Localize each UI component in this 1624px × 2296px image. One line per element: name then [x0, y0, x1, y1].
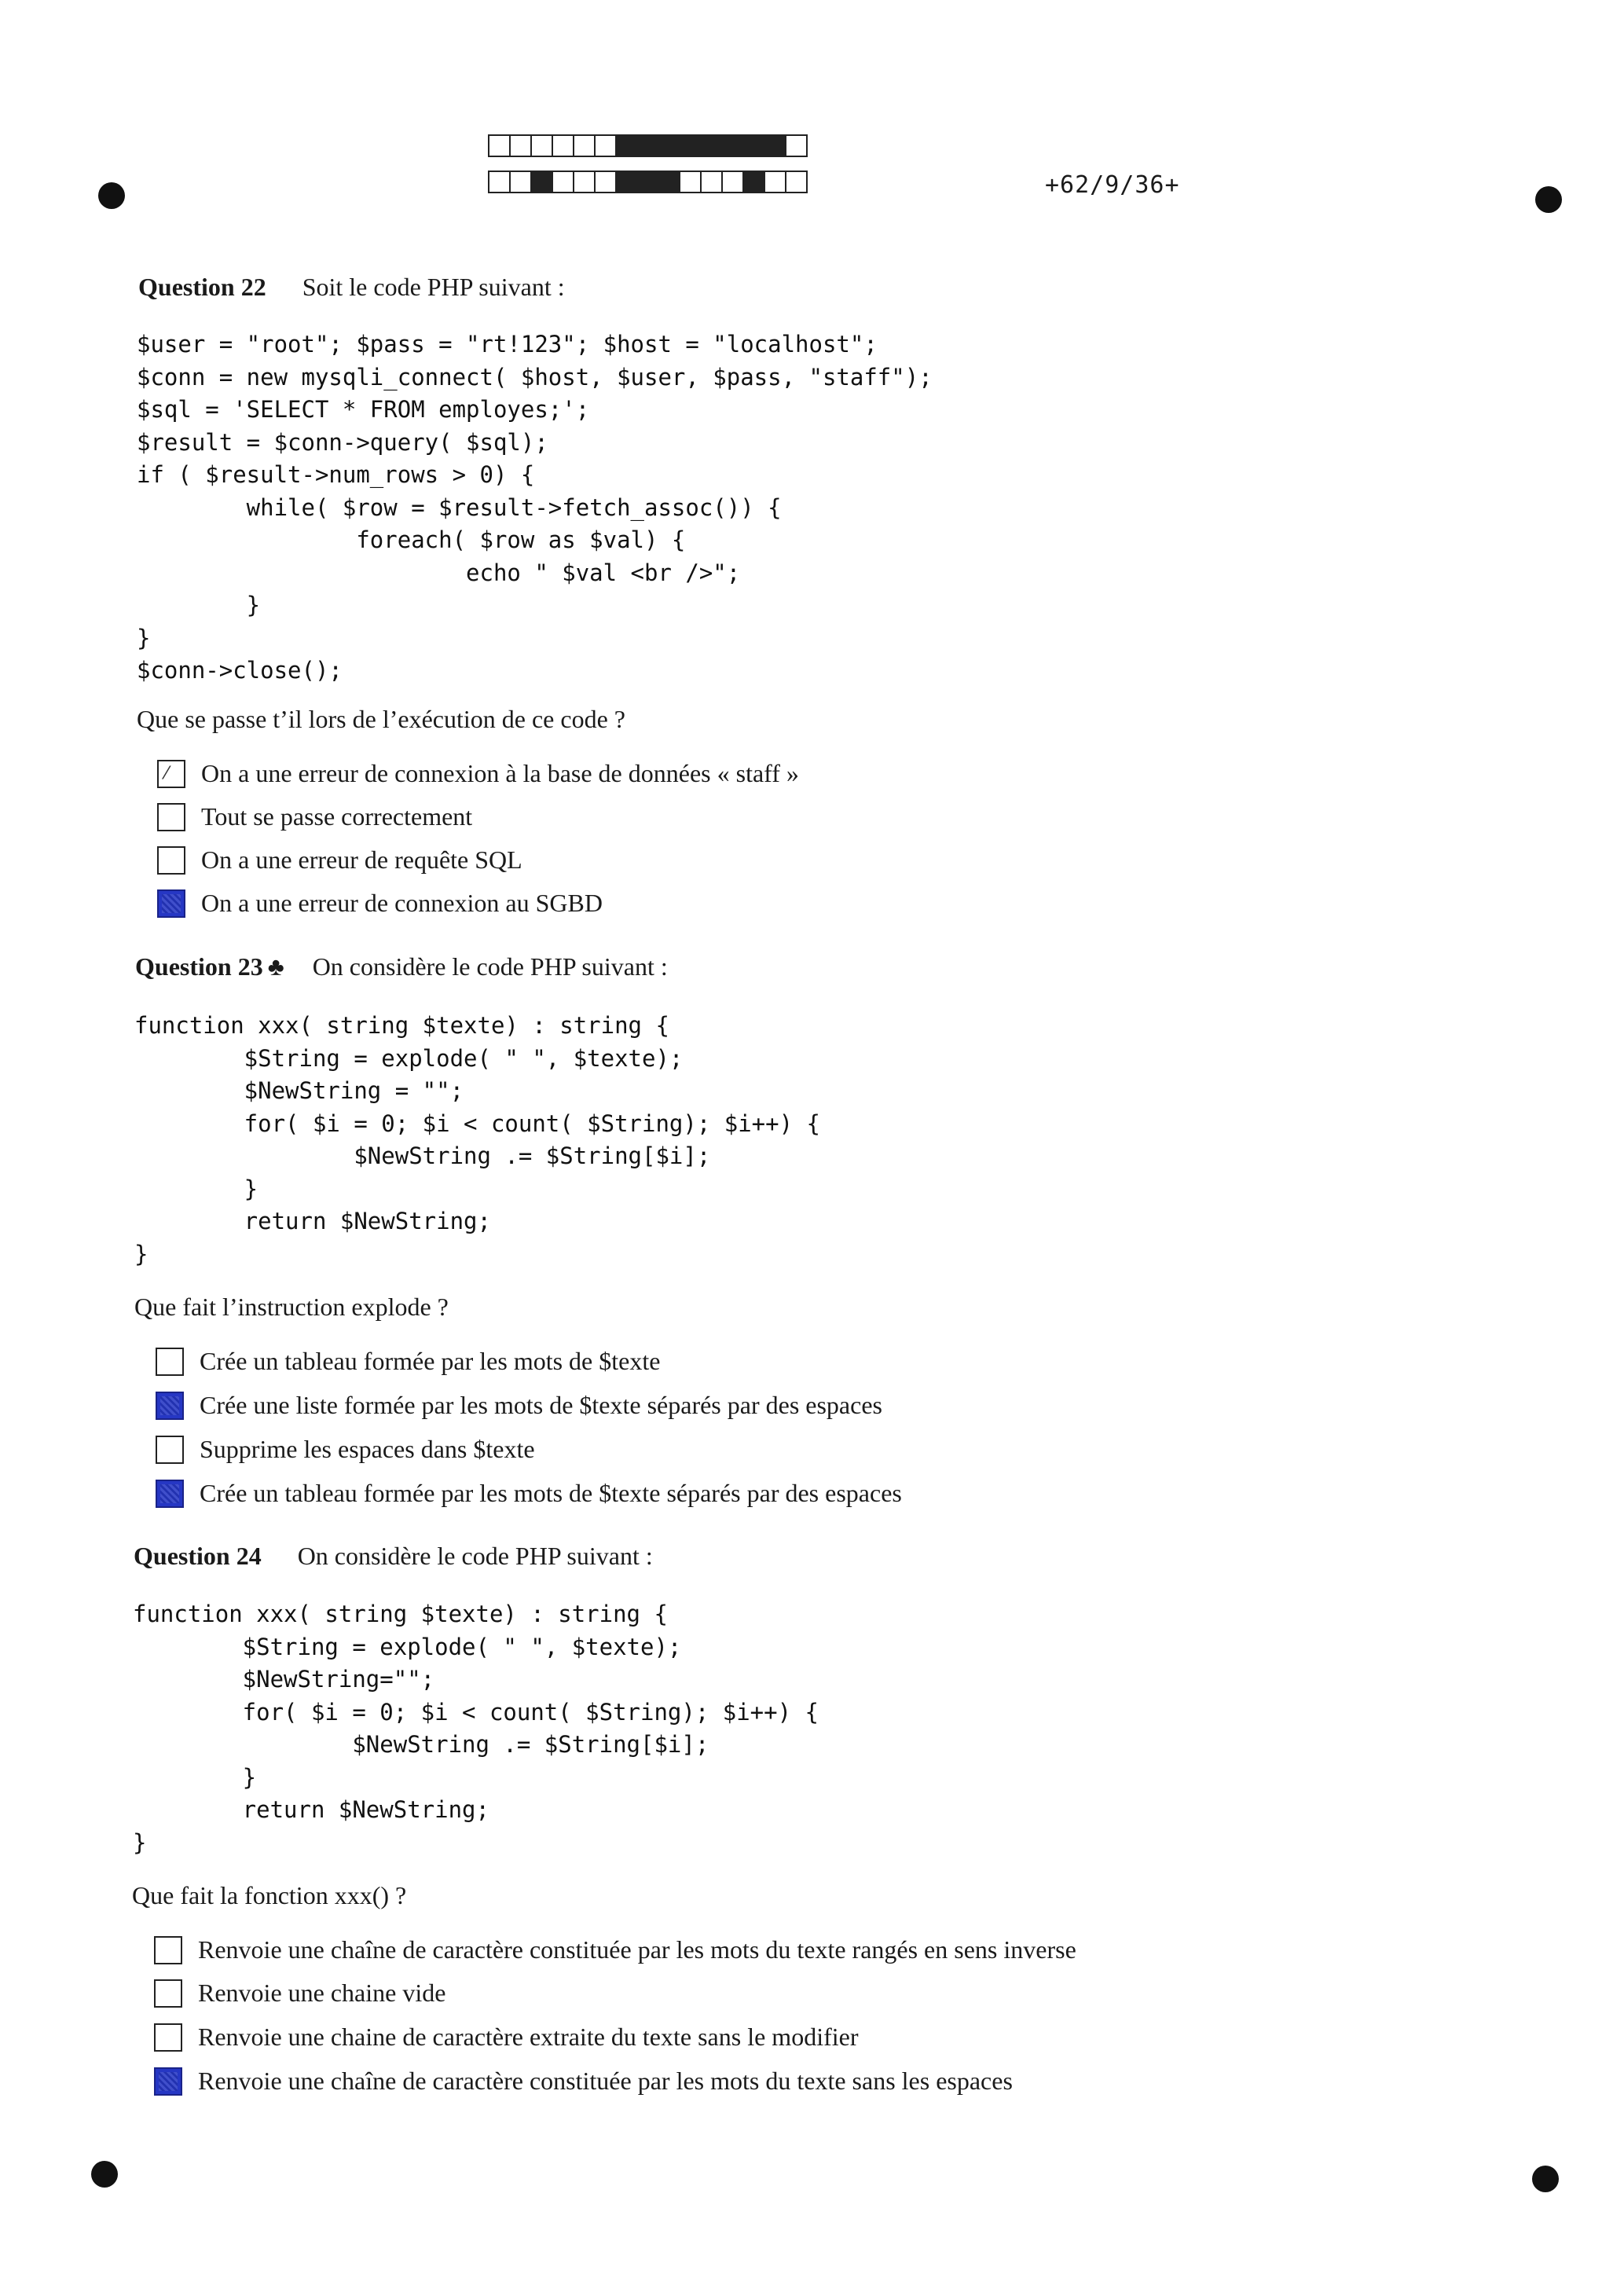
- question-22-heading: [138, 273, 565, 302]
- question-24-heading: [134, 1542, 653, 1571]
- barcode-cell-filled: [742, 134, 765, 157]
- q23-answer-1[interactable]: [156, 1347, 660, 1376]
- q23-answer-3[interactable]: [156, 1435, 535, 1464]
- barcode-cell-empty: [573, 171, 596, 193]
- answer-label: Renvoie une chaine vide: [198, 1979, 446, 2007]
- registration-mark-bottom-left: [91, 2161, 118, 2188]
- checkbox-filled[interactable]: [156, 1480, 184, 1508]
- barcode-cell-filled: [700, 134, 723, 157]
- checkbox[interactable]: [157, 846, 185, 875]
- checkbox[interactable]: [156, 1348, 184, 1376]
- answer-label: Crée un tableau formée par les mots de $texte: [200, 1347, 661, 1375]
- barcode-cell-filled: [615, 134, 638, 157]
- barcode-row-bottom: [488, 171, 806, 193]
- barcode-cell-empty: [785, 171, 808, 193]
- q23-answer-2[interactable]: [156, 1391, 882, 1420]
- page-id: +62/9/36+: [1045, 171, 1180, 199]
- barcode-cell-empty: [721, 171, 744, 193]
- tick-mark-icon: ⁄: [165, 763, 168, 783]
- question-23-prompt: Que fait l’instruction explode ?: [134, 1293, 449, 1321]
- barcode-cell-empty: [530, 134, 553, 157]
- registration-mark-top-left: [98, 182, 125, 209]
- barcode-cell-empty: [764, 171, 786, 193]
- q22-answer-4[interactable]: [157, 889, 603, 918]
- q22-answer-2[interactable]: [157, 802, 472, 831]
- question-intro: Soit le code PHP suivant :: [302, 273, 565, 301]
- answer-label: On a une erreur de connexion au SGBD: [201, 889, 603, 917]
- barcode-cell-empty: [700, 171, 723, 193]
- checkbox-filled[interactable]: [157, 889, 185, 918]
- answer-label: Renvoie une chaîne de caractère constituée par les mots du texte rangés en sens inverse: [198, 1935, 1076, 1964]
- q24-answer-4[interactable]: [154, 2067, 1013, 2096]
- answer-label: Supprime les espaces dans $texte: [200, 1435, 535, 1463]
- question-22-code: $user = "root"; $pass = "rt!123"; $host = "localhost"; $conn = new mysqli_connect( $host, $user, $pass, "staff"); $sql = 'SELECT * FROM employes;'; $result = $conn->query( $sql); if ( $result->num_rows > 0) { while( $row = $result->fetch_assoc()) { foreach( $row as $val) { echo " $val <br />"; } } $conn->close();: [137, 331, 933, 684]
- checkbox-filled[interactable]: [156, 1392, 184, 1420]
- question-number: Question 22: [138, 273, 266, 301]
- q24-answer-2[interactable]: [154, 1979, 445, 2008]
- question-22-prompt: Que se passe t’il lors de l’exécution de ce code ?: [137, 705, 625, 733]
- barcode-cell-empty: [785, 134, 808, 157]
- barcode-cell-empty: [509, 171, 532, 193]
- answer-label: Renvoie une chaîne de caractère constituée par les mots du texte sans les espaces: [198, 2067, 1013, 2095]
- answer-label: On a une erreur de connexion à la base de données « staff »: [201, 759, 799, 787]
- barcode-cell-filled: [636, 171, 659, 193]
- club-icon: ♣: [267, 952, 284, 981]
- barcode-cell-empty: [509, 134, 532, 157]
- barcode-cell-empty: [488, 134, 511, 157]
- barcode-cell-filled: [658, 171, 680, 193]
- barcode-cell-empty: [552, 134, 574, 157]
- question-24-code: function xxx( string $texte) : string { $String = explode( " ", $texte); $NewString=""; for( $i = 0; $i < count( $String); $i++) { $NewString .= $String[$i]; } return $NewString; }: [133, 1601, 819, 1856]
- barcode-cell-empty: [594, 134, 617, 157]
- checkbox[interactable]: [154, 1979, 182, 2008]
- checkbox-filled[interactable]: [154, 2067, 182, 2096]
- registration-mark-bottom-right: [1532, 2166, 1559, 2192]
- barcode-cell-filled: [764, 134, 786, 157]
- answer-label: Tout se passe correctement: [201, 802, 473, 831]
- question-number: Question 24: [134, 1542, 262, 1570]
- q24-answer-3[interactable]: [154, 2023, 858, 2052]
- barcode-cell-filled: [679, 134, 702, 157]
- barcode-cell-empty: [552, 171, 574, 193]
- barcode-cell-filled: [530, 171, 553, 193]
- registration-mark-top-right: [1535, 186, 1562, 213]
- q24-answer-1[interactable]: [154, 1935, 1076, 1964]
- q22-answer-3[interactable]: [157, 845, 522, 875]
- barcode-cell-filled: [721, 134, 744, 157]
- checkbox[interactable]: [157, 803, 185, 831]
- barcode-cell-empty: [679, 171, 702, 193]
- answer-label: Renvoie une chaine de caractère extraite du texte sans le modifier: [198, 2023, 859, 2051]
- barcode-row-top: [488, 134, 806, 157]
- question-number: Question 23: [135, 952, 263, 981]
- barcode-cell-filled: [742, 171, 765, 193]
- barcode-cell-filled: [636, 134, 659, 157]
- question-intro: On considère le code PHP suivant :: [312, 952, 668, 981]
- barcode-cell-filled: [615, 171, 638, 193]
- question-24-prompt: Que fait la fonction xxx() ?: [132, 1881, 407, 1909]
- answer-label: On a une erreur de requête SQL: [201, 845, 522, 874]
- barcode-cell-empty: [594, 171, 617, 193]
- barcode-cell-empty: [573, 134, 596, 157]
- checkbox[interactable]: [154, 2023, 182, 2052]
- checkbox-ticked[interactable]: [157, 760, 185, 788]
- barcode-cell-empty: [488, 171, 511, 193]
- checkbox[interactable]: [154, 1936, 182, 1964]
- barcode-cell-filled: [658, 134, 680, 157]
- answer-label: Crée un tableau formée par les mots de $texte séparés par des espaces: [200, 1479, 902, 1507]
- question-23-code: function xxx( string $texte) : string { $String = explode( " ", $texte); $NewString = ""; for( $i = 0; $i < count( $String); $i++) { $NewString .= $String[$i]; } return $NewString; }: [134, 1012, 820, 1267]
- q22-answer-1[interactable]: [157, 759, 799, 788]
- question-intro: On considère le code PHP suivant :: [297, 1542, 653, 1570]
- checkbox[interactable]: [156, 1436, 184, 1464]
- answer-label: Crée une liste formée par les mots de $texte séparés par des espaces: [200, 1391, 882, 1419]
- q23-answer-4[interactable]: [156, 1479, 902, 1508]
- question-23-heading: [135, 952, 668, 981]
